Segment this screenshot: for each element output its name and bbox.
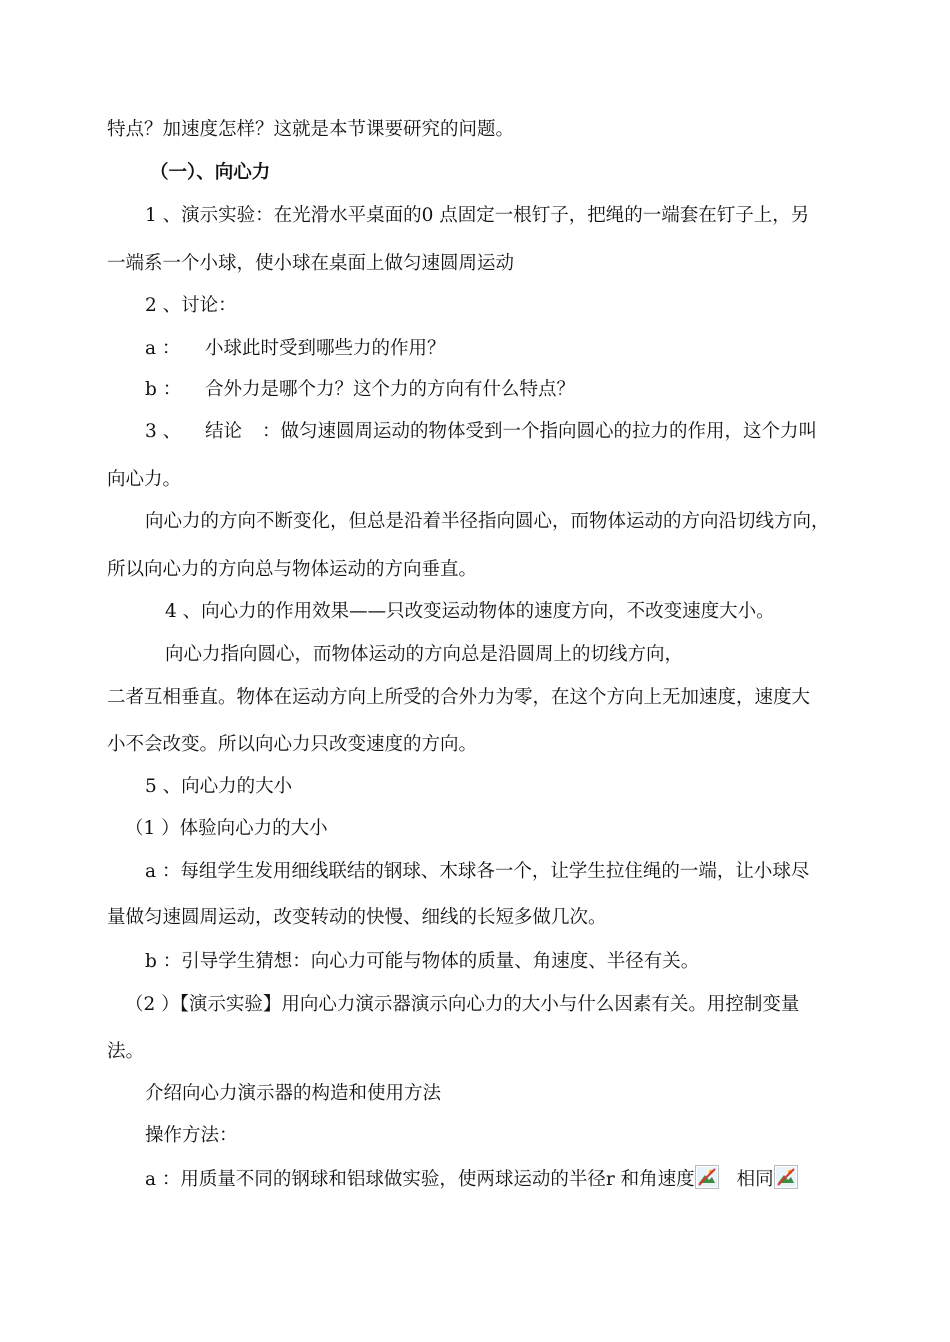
conclusion-label: 结论 bbox=[205, 421, 243, 442]
text-line: 特点？加速度怎样？这就是本节课要研究的问题。 bbox=[107, 119, 515, 140]
text-line: （1 ）体验向心力的大小 bbox=[125, 818, 328, 839]
text-line: 5 、向心力的大小 bbox=[145, 776, 293, 797]
broken-image-icon bbox=[774, 1165, 798, 1189]
text-line: b ：引导学生猜想：向心力可能与物体的质量、角速度、半径有关。 bbox=[145, 951, 700, 972]
text-line: 介绍向心力演示器的构造和使用方法 bbox=[145, 1083, 442, 1104]
text-line: 1 、演示实验：在光滑水平桌面的0 点固定一根钉子，把绳的一端套在钉子上，另 bbox=[145, 205, 810, 226]
broken-image-icon bbox=[695, 1165, 719, 1189]
text-line: ：做匀速圆周运动的物体受到一个指向圆心的拉力的作用，这个力叫 bbox=[262, 421, 818, 442]
text-line-part: 相同 bbox=[736, 1169, 774, 1190]
text-line-part: a ：用质量不同的钢球和铝球做实验，使两球运动的半径r 和角速度 bbox=[145, 1169, 695, 1190]
text-line: 法。 bbox=[107, 1041, 145, 1062]
text-line bbox=[145, 1165, 798, 1192]
text-line: 向心力。 bbox=[107, 469, 182, 490]
list-marker: 3 、 bbox=[145, 421, 182, 442]
list-marker: a ： bbox=[145, 338, 181, 359]
text-line: 量做匀速圆周运动，改变转动的快慢、细线的长短多做几次。 bbox=[107, 907, 607, 928]
text-line: 一端系一个小球，使小球在桌面上做匀速圆周运动 bbox=[107, 253, 515, 274]
text-line: 小不会改变。所以向心力只改变速度的方向。 bbox=[107, 734, 478, 755]
text-line: 所以向心力的方向总与物体运动的方向垂直。 bbox=[107, 559, 478, 580]
section-heading: （一）、向心力 bbox=[150, 162, 271, 183]
text-line: 4 、向心力的作用效果——只改变运动物体的速度方向，不改变速度大小。 bbox=[165, 601, 775, 622]
list-marker: b ： bbox=[145, 379, 182, 400]
text-line: 2 、讨论： bbox=[145, 295, 237, 316]
text-line: 向心力的方向不断变化，但总是沿着半径指向圆心，而物体运动的方向沿切线方向， bbox=[145, 511, 830, 532]
text-line: 合外力是哪个力？这个力的方向有什么特点？ bbox=[205, 379, 576, 400]
text-line: 二者互相垂直。物体在运动方向上所受的合外力为零，在这个方向上无加速度，速度大 bbox=[107, 687, 811, 708]
text-line: 操作方法： bbox=[145, 1125, 238, 1146]
text-line: 小球此时受到哪些力的作用？ bbox=[205, 338, 446, 359]
text-line: （2 ）【演示实验】用向心力演示器演示向心力的大小与什么因素有关。用控制变量 bbox=[125, 994, 800, 1015]
text-line: 向心力指向圆心，而物体运动的方向总是沿圆周上的切线方向， bbox=[165, 644, 684, 665]
text-line: a ：每组学生发用细线联结的钢球、木球各一个，让学生拉住绳的一端，让小球尽 bbox=[145, 861, 810, 882]
